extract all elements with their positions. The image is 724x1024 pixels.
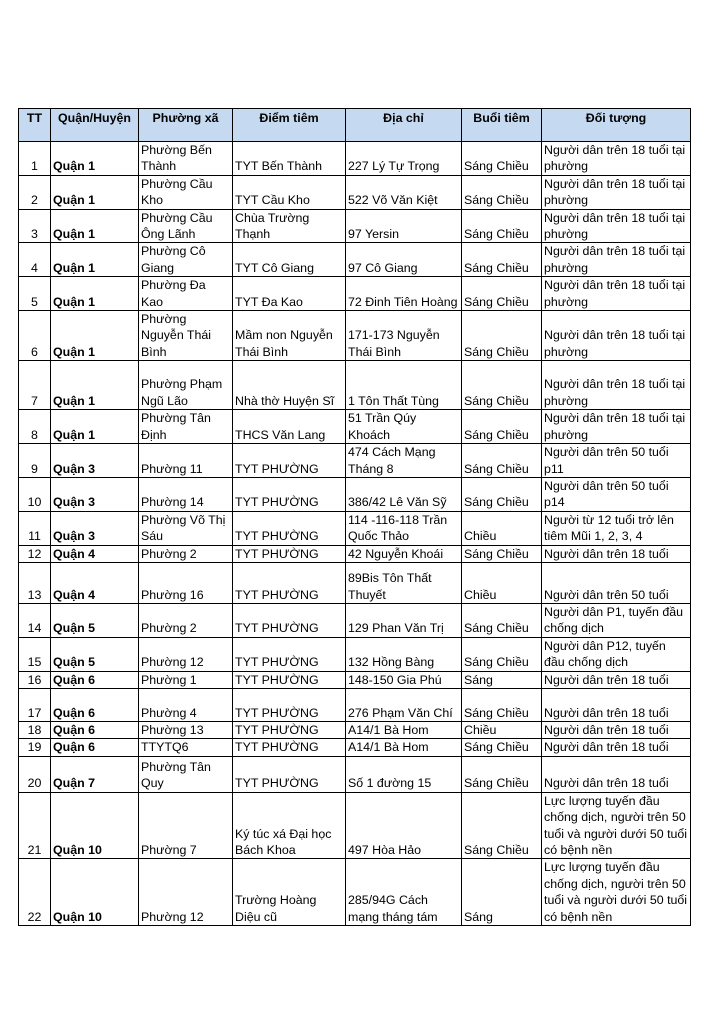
row-number: 10 [19, 477, 51, 511]
session-cell: Sáng [462, 671, 542, 688]
target-cell: Lực lượng tuyến đầu chống dịch, người trên 50 tuổi và người dưới 50 tuổi có bệnh nền [542, 859, 691, 926]
address-cell: A14/1 Bà Hom [346, 721, 462, 738]
district-cell: Quận 7 [51, 756, 139, 792]
table-row [19, 175, 691, 209]
session-cell: Sáng Chiều [462, 277, 542, 311]
table-row [19, 603, 691, 637]
address-cell: 386/42 Lê Văn Sỹ [346, 477, 462, 511]
district-cell: Quận 1 [51, 175, 139, 209]
site-cell: THCS Văn Lang [233, 410, 346, 444]
table-row [19, 142, 691, 176]
site-cell: Ký túc xá Đại học Bách Khoa [233, 792, 346, 859]
session-cell: Sáng [462, 859, 542, 926]
vaccination-schedule-table [18, 108, 691, 926]
site-cell: TYT PHƯỜNG [233, 688, 346, 721]
row-number: 22 [19, 859, 51, 926]
session-cell: Sáng Chiều [462, 792, 542, 859]
session-cell: Sáng Chiều [462, 444, 542, 478]
header-session: Buổi tiêm [462, 109, 542, 142]
row-number: 11 [19, 511, 51, 545]
site-cell: Nhà thờ Huyện Sĩ [233, 361, 346, 410]
row-number: 17 [19, 688, 51, 721]
ward-cell: Phường Đa Kao [139, 277, 233, 311]
table-row [19, 792, 691, 859]
address-cell: 474 Cách Mạng Tháng 8 [346, 444, 462, 478]
site-cell: Chùa Trường Thạnh [233, 209, 346, 243]
session-cell: Chiều [462, 511, 542, 545]
session-cell: Sáng Chiều [462, 410, 542, 444]
address-cell: 72 Đinh Tiên Hoàng [346, 277, 462, 311]
district-cell: Quận 6 [51, 688, 139, 721]
district-cell: Quận 6 [51, 671, 139, 688]
row-number: 9 [19, 444, 51, 478]
target-cell: Người dân trên 18 tuổi [542, 688, 691, 721]
address-cell: 132 Hồng Bàng [346, 637, 462, 671]
ward-cell: Phường Tân Quy [139, 756, 233, 792]
district-cell: Quận 4 [51, 562, 139, 603]
ward-cell: Phường Nguyễn Thái Bình [139, 311, 233, 361]
address-cell: 497 Hòa Hảo [346, 792, 462, 859]
address-cell: 227 Lý Tự Trọng [346, 142, 462, 176]
district-cell: Quận 5 [51, 603, 139, 637]
district-cell: Quận 1 [51, 311, 139, 361]
address-cell: 51 Trần Qúy Khoách [346, 410, 462, 444]
header-address: Địa chỉ [346, 109, 462, 142]
address-cell: 114 -116-118 Trần Quốc Thảo [346, 511, 462, 545]
ward-cell: Phường 12 [139, 859, 233, 926]
header-district: Quận/Huyện [51, 109, 139, 142]
site-cell: TYT PHƯỜNG [233, 739, 346, 756]
table-row [19, 209, 691, 243]
target-cell: Lực lượng tuyến đầu chống dịch, người trên 50 tuổi và người dưới 50 tuổi có bệnh nền [542, 792, 691, 859]
table-row [19, 739, 691, 756]
table-row [19, 361, 691, 410]
target-cell: Người dân trên 18 tuổi [542, 671, 691, 688]
site-cell: TYT Bến Thành [233, 142, 346, 176]
row-number: 4 [19, 243, 51, 277]
address-cell: 522 Võ Văn Kiệt [346, 175, 462, 209]
district-cell: Quận 10 [51, 859, 139, 926]
site-cell: TYT PHƯỜNG [233, 671, 346, 688]
ward-cell: Phường 2 [139, 545, 233, 562]
site-cell: TYT PHƯỜNG [233, 637, 346, 671]
ward-cell: Phường Võ Thị Sáu [139, 511, 233, 545]
table-row [19, 311, 691, 361]
row-number: 13 [19, 562, 51, 603]
ward-cell: Phường 4 [139, 688, 233, 721]
site-cell: Mầm non Nguyễn Thái Bình [233, 311, 346, 361]
ward-cell: Phường 11 [139, 444, 233, 478]
district-cell: Quận 1 [51, 243, 139, 277]
district-cell: Quận 10 [51, 792, 139, 859]
target-cell: Người dân P12, tuyến đầu chống dịch [542, 637, 691, 671]
site-cell: TYT PHƯỜNG [233, 511, 346, 545]
target-cell: Người dân trên 50 tuổi p11 [542, 444, 691, 478]
district-cell: Quận 3 [51, 444, 139, 478]
site-cell: TYT PHƯỜNG [233, 721, 346, 738]
session-cell: Sáng Chiều [462, 477, 542, 511]
site-cell: TYT PHƯỜNG [233, 444, 346, 478]
district-cell: Quận 3 [51, 477, 139, 511]
district-cell: Quận 1 [51, 410, 139, 444]
address-cell: Số 1 đường 15 [346, 756, 462, 792]
row-number: 18 [19, 721, 51, 738]
session-cell: Sáng Chiều [462, 175, 542, 209]
session-cell: Sáng Chiều [462, 243, 542, 277]
district-cell: Quận 6 [51, 721, 139, 738]
ward-cell: Phường 16 [139, 562, 233, 603]
ward-cell: Phường 1 [139, 671, 233, 688]
site-cell: TYT PHƯỜNG [233, 477, 346, 511]
table-row [19, 277, 691, 311]
ward-cell: Phường Cầu Kho [139, 175, 233, 209]
table-row [19, 511, 691, 545]
header-ward: Phường xã [139, 109, 233, 142]
table-row [19, 756, 691, 792]
ward-cell: Phường Cô Giang [139, 243, 233, 277]
district-cell: Quận 4 [51, 545, 139, 562]
ward-cell: Phường Bến Thành [139, 142, 233, 176]
row-number: 12 [19, 545, 51, 562]
address-cell: 276 Phạm Văn Chí [346, 688, 462, 721]
table-row [19, 859, 691, 926]
target-cell: Người dân trên 18 tuổi tại phường [542, 142, 691, 176]
address-cell: 148-150 Gia Phú [346, 671, 462, 688]
header-site: Điểm tiêm [233, 109, 346, 142]
address-cell: 89Bis Tôn Thất Thuyết [346, 562, 462, 603]
district-cell: Quận 3 [51, 511, 139, 545]
ward-cell: Phường Cầu Ông Lãnh [139, 209, 233, 243]
ward-cell: TTYTQ6 [139, 739, 233, 756]
address-cell: A14/1 Bà Hom [346, 739, 462, 756]
session-cell: Sáng Chiều [462, 142, 542, 176]
row-number: 19 [19, 739, 51, 756]
row-number: 20 [19, 756, 51, 792]
district-cell: Quận 6 [51, 739, 139, 756]
target-cell: Người từ 12 tuổi trở lên tiêm Mũi 1, 2, 3, 4 [542, 511, 691, 545]
session-cell: Sáng Chiều [462, 637, 542, 671]
target-cell: Người dân trên 18 tuổi tại phường [542, 209, 691, 243]
table-row [19, 545, 691, 562]
district-cell: Quận 5 [51, 637, 139, 671]
row-number: 2 [19, 175, 51, 209]
row-number: 6 [19, 311, 51, 361]
district-cell: Quận 1 [51, 277, 139, 311]
target-cell: Người dân trên 18 tuổi tại phường [542, 311, 691, 361]
target-cell: Người dân trên 18 tuổi [542, 756, 691, 792]
target-cell: Người dân trên 18 tuổi tại phường [542, 277, 691, 311]
target-cell: Người dân trên 18 tuổi [542, 721, 691, 738]
ward-cell: Phường Phạm Ngũ Lão [139, 361, 233, 410]
row-number: 1 [19, 142, 51, 176]
row-number: 16 [19, 671, 51, 688]
table-body [19, 142, 691, 926]
address-cell: 129 Phan Văn Trị [346, 603, 462, 637]
session-cell: Sáng Chiều [462, 756, 542, 792]
district-cell: Quận 1 [51, 361, 139, 410]
site-cell: TYT Đa Kao [233, 277, 346, 311]
target-cell: Người dân trên 18 tuổi [542, 739, 691, 756]
address-cell: 1 Tôn Thất Tùng [346, 361, 462, 410]
ward-cell: Phường 7 [139, 792, 233, 859]
district-cell: Quận 1 [51, 209, 139, 243]
session-cell: Sáng Chiều [462, 361, 542, 410]
table-row [19, 671, 691, 688]
table-row [19, 721, 691, 738]
target-cell: Người dân trên 18 tuổi [542, 545, 691, 562]
table-row [19, 444, 691, 478]
address-cell: 97 Cô Giang [346, 243, 462, 277]
session-cell: Sáng Chiều [462, 311, 542, 361]
ward-cell: Phường Tân Định [139, 410, 233, 444]
table-row [19, 688, 691, 721]
ward-cell: Phường 12 [139, 637, 233, 671]
row-number: 7 [19, 361, 51, 410]
session-cell: Chiều [462, 562, 542, 603]
row-number: 8 [19, 410, 51, 444]
site-cell: TYT PHƯỜNG [233, 756, 346, 792]
session-cell: Chiều [462, 721, 542, 738]
table-row [19, 410, 691, 444]
session-cell: Sáng Chiều [462, 688, 542, 721]
address-cell: 42 Nguyễn Khoái [346, 545, 462, 562]
address-cell: 97 Yersin [346, 209, 462, 243]
session-cell: Sáng Chiều [462, 739, 542, 756]
session-cell: Sáng Chiều [462, 603, 542, 637]
target-cell: Người dân trên 18 tuổi tại phường [542, 243, 691, 277]
session-cell: Sáng Chiều [462, 545, 542, 562]
ward-cell: Phường 14 [139, 477, 233, 511]
table-row [19, 243, 691, 277]
site-cell: Trường Hoàng Diệu cũ [233, 859, 346, 926]
target-cell: Người dân P1, tuyến đầu chống dịch [542, 603, 691, 637]
site-cell: TYT Cầu Kho [233, 175, 346, 209]
header-tt: TT [19, 109, 51, 142]
table-row [19, 637, 691, 671]
row-number: 21 [19, 792, 51, 859]
target-cell: Người dân trên 18 tuổi tại phường [542, 361, 691, 410]
row-number: 14 [19, 603, 51, 637]
row-number: 5 [19, 277, 51, 311]
target-cell: Người dân trên 18 tuổi tại phường [542, 410, 691, 444]
site-cell: TYT PHƯỜNG [233, 562, 346, 603]
target-cell: Người dân trên 50 tuổi p14 [542, 477, 691, 511]
ward-cell: Phường 2 [139, 603, 233, 637]
session-cell: Sáng Chiều [462, 209, 542, 243]
header-target: Đối tượng [542, 109, 691, 142]
table-row [19, 477, 691, 511]
row-number: 3 [19, 209, 51, 243]
district-cell: Quận 1 [51, 142, 139, 176]
site-cell: TYT PHƯỜNG [233, 545, 346, 562]
target-cell: Người dân trên 50 tuổi [542, 562, 691, 603]
site-cell: TYT Cô Giang [233, 243, 346, 277]
site-cell: TYT PHƯỜNG [233, 603, 346, 637]
target-cell: Người dân trên 18 tuổi tại phường [542, 175, 691, 209]
table-header-row [19, 109, 691, 142]
address-cell: 171-173 Nguyễn Thái Bình [346, 311, 462, 361]
row-number: 15 [19, 637, 51, 671]
table-row [19, 562, 691, 603]
address-cell: 285/94G Cách mạng tháng tám [346, 859, 462, 926]
ward-cell: Phường 13 [139, 721, 233, 738]
